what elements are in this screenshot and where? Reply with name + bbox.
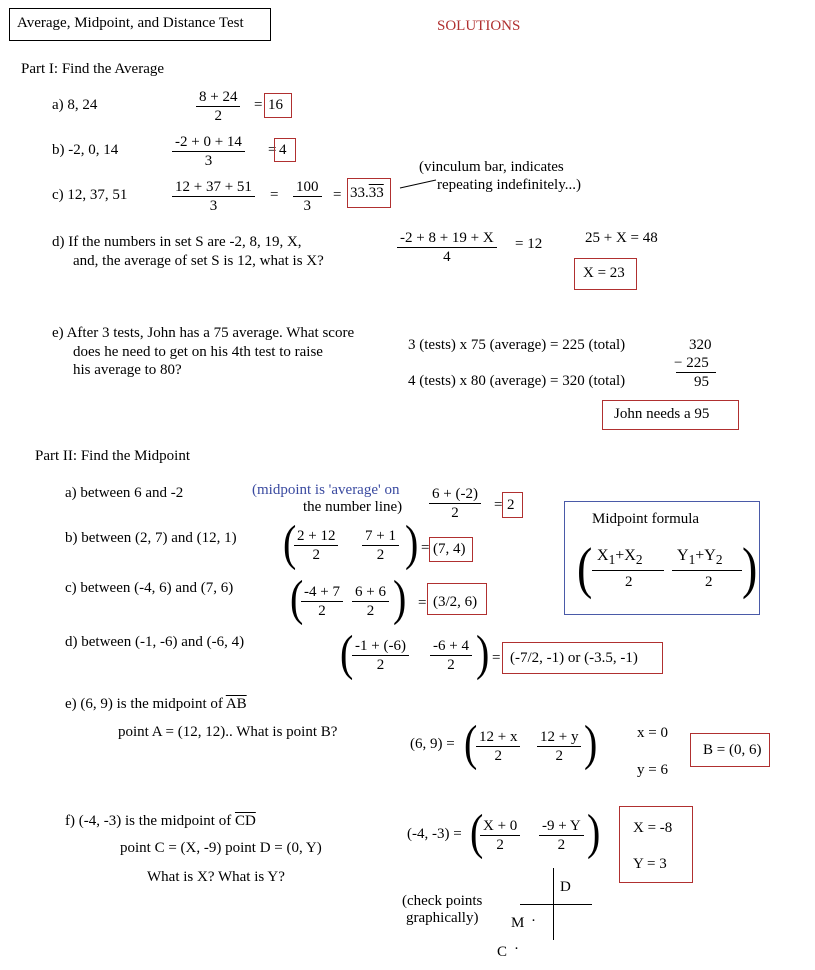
- p1c-answer: [350, 185, 384, 202]
- p2e-den1: 2: [494, 748, 502, 764]
- p1a-fraction: [196, 88, 240, 125]
- p2f-line1-text: f) (-4, -3) is the midpoint of: [65, 813, 235, 829]
- p2d-frac-y: [430, 637, 472, 674]
- p2f-line3: What is X? What is Y?: [147, 869, 285, 885]
- p2c-frac-x: [301, 583, 343, 620]
- p1c-num2: 100: [293, 178, 322, 197]
- p2a-answer: 2: [507, 497, 515, 513]
- part1-heading: Part I: Find the Average: [21, 61, 165, 77]
- p2f-rparen: ): [587, 803, 601, 860]
- p2c-frac-y: [352, 583, 389, 620]
- p2e-lhs: (6, 9) =: [410, 736, 455, 752]
- p1c-note-arrow: [398, 178, 438, 190]
- p1e-line2: does he need to get on his 4th test to raise: [73, 344, 323, 360]
- p1c-answer-int: 33.: [350, 185, 369, 201]
- p2e-rparen: ): [584, 714, 598, 771]
- p1b-answer: 4: [279, 142, 287, 158]
- p1a-answer: 16: [268, 97, 283, 113]
- page-title: Average, Midpoint, and Distance Test: [17, 15, 244, 31]
- p2e-frac-x: [476, 728, 520, 765]
- p1c-note-line2: repeating indefinitely...): [437, 177, 581, 193]
- sketch-point-m: M: [511, 915, 525, 931]
- formula-rparen: ): [742, 535, 758, 600]
- p1c-answer-repeat: 33: [368, 185, 384, 201]
- formula-x-num: $X_1+X_2$: [597, 547, 643, 568]
- p2e-answer: B = (0, 6): [703, 742, 762, 758]
- p2d-num2: -6 + 4: [430, 637, 472, 656]
- p1c-fraction2: [293, 178, 322, 215]
- sketch-x-axis: [520, 904, 592, 905]
- sketch-point-d: D: [560, 879, 571, 895]
- p2c-den2: 2: [366, 603, 375, 619]
- p2b-den2: 2: [376, 547, 385, 563]
- p2f-line1: [65, 813, 256, 830]
- p2a-note-line2: the number line): [303, 499, 403, 515]
- p1e-line1: e) After 3 tests, John has a 75 average. What score: [52, 325, 355, 341]
- p1c-den: 3: [209, 198, 218, 214]
- p1b-num: -2 + 0 + 14: [172, 133, 245, 152]
- p1e-sub-mid: − 225: [674, 355, 709, 371]
- p2f-answer-x: X = -8: [633, 820, 673, 836]
- p2d-lparen: (: [340, 624, 354, 681]
- p2d-num1: -1 + (-6): [352, 637, 409, 656]
- p1d-answer: X = 23: [583, 265, 625, 281]
- formula-y-num: $Y_1+Y_2$: [677, 547, 723, 568]
- p2e-den2: 2: [555, 748, 563, 764]
- p2e-y-value: y = 6: [637, 762, 668, 778]
- p1a-label: a) 8, 24: [52, 97, 98, 113]
- p2f-num2: -9 + Y: [539, 817, 584, 836]
- p1d-line1: d) If the numbers in set S are -2, 8, 19, X,: [52, 234, 302, 250]
- p2b-den1: 2: [312, 547, 320, 563]
- p2c-eq: =: [418, 595, 427, 611]
- p2e-line2: point A = (12, 12).. What is point B?: [118, 724, 338, 740]
- p2f-lparen: (: [470, 803, 484, 860]
- p2d-answer: (-7/2, -1) or (-3.5, -1): [510, 650, 638, 666]
- p2b-frac-x: [294, 527, 338, 564]
- p1e-answer: John needs a 95: [614, 406, 710, 422]
- p2f-note-line2: graphically): [406, 910, 479, 926]
- p2e-line1: [65, 696, 247, 713]
- p2b-label: b) between (2, 7) and (12, 1): [65, 530, 237, 546]
- formula-x-den: 2: [625, 574, 633, 590]
- p1c-den2: 3: [303, 198, 311, 214]
- p1c-eq1: =: [270, 187, 279, 203]
- p2d-den2: 2: [447, 657, 455, 673]
- p1b-fraction: [172, 133, 245, 170]
- midpoint-formula-title: Midpoint formula: [592, 511, 700, 527]
- p2c-den1: 2: [318, 603, 326, 619]
- p2b-frac-y: [362, 527, 399, 564]
- p2a-fraction: [429, 485, 481, 522]
- p1e-sub-result: 95: [694, 374, 709, 390]
- p1c-eq2: =: [333, 187, 342, 203]
- p1d-eq: = 12: [515, 236, 543, 252]
- p2d-label: d) between (-1, -6) and (-6, 4): [65, 634, 245, 650]
- formula-x-bar: [592, 570, 664, 571]
- p2d-den1: 2: [376, 657, 385, 673]
- p2f-note-line1: (check points: [402, 893, 483, 909]
- p1c-num: 12 + 37 + 51: [172, 178, 255, 197]
- p1a-num: 8 + 24: [196, 88, 240, 107]
- p1c-label: c) 12, 37, 51: [52, 187, 128, 203]
- p2c-num1: -4 + 7: [301, 583, 343, 602]
- formula-y-den: 2: [705, 574, 713, 590]
- solutions-label: SOLUTIONS: [437, 18, 521, 34]
- p2e-segment: $\overline{AB}$: [225, 696, 247, 712]
- p1d-fraction: [397, 229, 497, 266]
- p2d-frac-x: [352, 637, 409, 674]
- p2d-eq: =: [492, 650, 501, 666]
- p2f-lhs: (-4, -3) =: [407, 826, 462, 842]
- p2e-num2: 12 + y: [537, 728, 581, 747]
- p2d-rparen: ): [476, 624, 490, 681]
- p2a-eq: =: [494, 497, 503, 513]
- p2e-line1-text: e) (6, 9) is the midpoint of: [65, 696, 226, 712]
- p2e-x-value: x = 0: [637, 725, 668, 741]
- p2c-answer: (3/2, 6): [433, 594, 478, 610]
- p1d-step: 25 + X = 48: [585, 230, 658, 246]
- p1e-sub-top: 320: [689, 337, 712, 353]
- p1a-eq: =: [254, 97, 263, 113]
- p1e-calc2: 4 (tests) x 80 (average) = 320 (total): [408, 373, 626, 389]
- formula-y-bar: [672, 570, 742, 571]
- sketch-dot-m: ·: [531, 913, 536, 929]
- p2b-lparen: (: [283, 514, 297, 571]
- p2b-answer: (7, 4): [433, 541, 466, 557]
- p2f-frac-y: [539, 817, 584, 854]
- p2c-num2: 6 + 6: [352, 583, 389, 602]
- p1b-label: b) -2, 0, 14: [52, 142, 119, 158]
- p1c-fraction: [172, 178, 255, 215]
- p2c-lparen: (: [290, 569, 304, 626]
- p1c-note-line1: (vinculum bar, indicates: [419, 159, 564, 175]
- p2a-den: 2: [451, 505, 459, 521]
- p2e-num1: 12 + x: [476, 728, 520, 747]
- p2f-answer-y: Y = 3: [633, 856, 667, 872]
- p2f-segment: $\overline{CD}$: [234, 813, 256, 829]
- p2a-label: a) between 6 and -2: [65, 485, 184, 501]
- p2a-num: 6 + (-2): [429, 485, 481, 504]
- p2b-rparen: ): [405, 514, 419, 571]
- p2b-num2: 7 + 1: [362, 527, 399, 546]
- p1d-num: -2 + 8 + 19 + X: [397, 229, 497, 248]
- p2f-frac-x: [480, 817, 520, 854]
- p1e-calc1: 3 (tests) x 75 (average) = 225 (total): [408, 337, 626, 353]
- sketch-point-c: C: [497, 944, 508, 960]
- p1e-line3: his average to 80?: [73, 362, 182, 378]
- p1b-den: 3: [204, 153, 213, 169]
- p2c-rparen: ): [393, 569, 407, 626]
- p2b-num1: 2 + 12: [294, 527, 338, 546]
- p2f-line2: point C = (X, -9) point D = (0, Y): [120, 840, 322, 856]
- p1b-eq: =: [268, 142, 277, 158]
- p2f-den1: 2: [496, 837, 504, 853]
- formula-lparen: (: [577, 535, 593, 600]
- p2b-eq: =: [421, 540, 430, 556]
- p2e-lparen: (: [464, 714, 478, 771]
- p2f-den2: 2: [557, 837, 566, 853]
- p2c-label: c) between (-4, 6) and (7, 6): [65, 580, 234, 596]
- p1a-den: 2: [214, 108, 222, 124]
- p2a-note-line1: (midpoint is 'average' on: [252, 482, 400, 498]
- p2f-num1: X + 0: [480, 817, 520, 836]
- p1d-line2: and, the average of set S is 12, what is X?: [73, 253, 324, 269]
- sketch-dot-c: ·: [514, 941, 519, 957]
- part2-heading: Part II: Find the Midpoint: [35, 448, 190, 464]
- p2e-frac-y: [537, 728, 581, 765]
- p1e-sub-line: [676, 372, 716, 373]
- p1d-den: 4: [443, 249, 451, 265]
